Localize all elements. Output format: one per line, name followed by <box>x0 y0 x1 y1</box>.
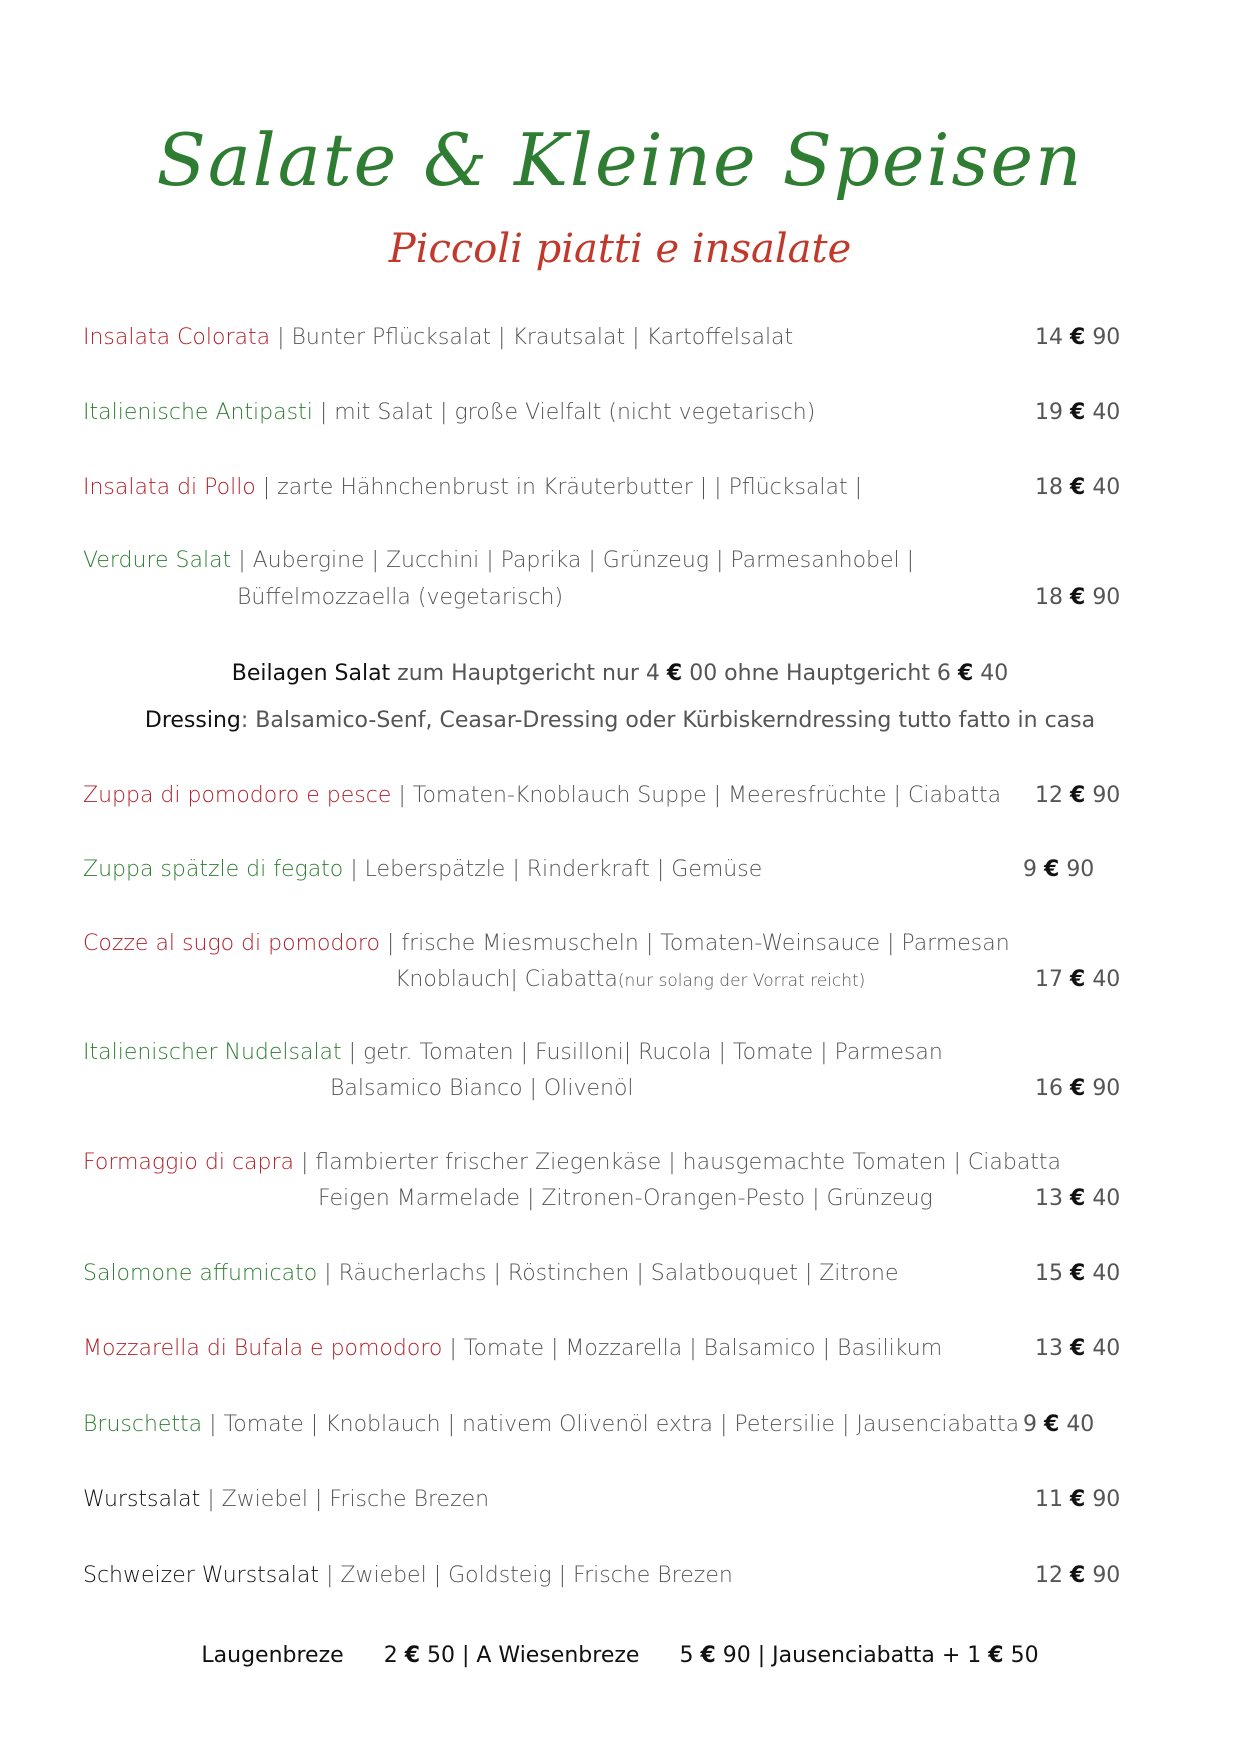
item-desc: | Leberspätzle | Rinderkraft | Gemüse <box>343 857 763 882</box>
item-name: Schweizer Wurstsalat <box>83 1563 319 1588</box>
item-price: 9 € 40 <box>1023 1412 1095 1437</box>
item-price: 15 € 40 <box>1035 1261 1121 1286</box>
item-desc: | Tomate | Knoblauch | nativem Olivenöl extra | Petersilie | Jausenciabatta <box>202 1412 1020 1437</box>
item-desc-line2: Feigen Marmelade | Zitronen-Orangen-Pesto | Grünzeug <box>318 1186 933 1211</box>
item-name: Italienischer Nudelsalat <box>83 1040 342 1065</box>
menu-item <box>83 1558 1113 1594</box>
item-price: 17 € 40 <box>1035 967 1121 992</box>
availability-note: (nur solang der Vorrat reicht) <box>617 971 866 991</box>
item-desc-line2: Knoblauch| Ciabatta(nur solang der Vorrat reicht) <box>395 967 866 992</box>
menu-item <box>83 395 1113 431</box>
item-desc: | Räucherlachs | Röstinchen | Salatbouquet | Zitrone <box>317 1261 899 1286</box>
beilagen-line: Beilagen Salat zum Hauptgericht nur 4 € 00 ohne Hauptgericht 6 € 40 <box>231 661 1009 686</box>
item-price: 11 € 90 <box>1035 1487 1121 1512</box>
footer-laugenbreze: Laugenbreze <box>201 1643 344 1668</box>
item-price: 9 € 90 <box>1023 857 1095 882</box>
item-price: 13 € 40 <box>1035 1186 1121 1211</box>
item-desc: | Tomaten-Knoblauch Suppe | Meeresfrüchte | Ciabatta <box>391 783 1002 808</box>
menu-item <box>83 1482 1113 1518</box>
menu-item <box>83 1407 1113 1443</box>
item-desc: | zarte Hähnchenbrust in Kräuterbutter | | Pflücksalat | <box>255 475 863 500</box>
item-price: 19 € 40 <box>1035 400 1121 425</box>
item-name: Salomone affumicato <box>83 1261 318 1286</box>
item-desc: | Tomate | Mozzarella | Balsamico | Basilikum <box>442 1336 943 1361</box>
item-price: 12 € 90 <box>1035 1563 1121 1588</box>
item-price: 18 € 40 <box>1035 475 1121 500</box>
item-name: Italienische Antipasti <box>83 400 313 425</box>
item-desc: | Bunter Pflücksalat | Krautsalat | Kartoffelsalat <box>270 325 794 350</box>
menu-item <box>83 926 1113 962</box>
item-name: Wurstsalat <box>83 1487 201 1512</box>
item-desc: | Aubergine | Zucchini | Paprika | Grünzeug | Parmesanhobel | <box>231 548 915 573</box>
item-name: Verdure Salat <box>83 548 232 573</box>
menu-item <box>83 1035 1113 1071</box>
menu-item <box>83 320 1113 356</box>
menu-item <box>83 1331 1113 1367</box>
item-name: Cozze al sugo di pomodoro <box>83 931 380 956</box>
item-desc: | getr. Tomaten | Fusilloni| Rucola | Tomate | Parmesan <box>341 1040 943 1065</box>
menu-item <box>83 470 1113 506</box>
item-name: Formaggio di capra <box>83 1150 295 1175</box>
item-name: Mozzarella di Bufala e pomodoro <box>83 1336 443 1361</box>
item-name: Zuppa di pomodoro e pesce <box>83 783 392 808</box>
menu-item <box>83 543 1113 579</box>
item-price: 14 € 90 <box>1035 325 1121 350</box>
page-title: Salate & Kleine Speisen <box>156 118 1084 202</box>
item-desc: | frische Miesmuscheln | Tomaten-Weinsauce | Parmesan <box>379 931 1010 956</box>
dressing-label: Dressing <box>144 708 241 733</box>
page-subtitle: Piccoli piatti e insalate <box>388 226 852 272</box>
item-name: Zuppa spätzle di fegato <box>83 857 344 882</box>
dressing-line: Dressing: Balsamico-Senf, Ceasar-Dressing oder Kürbiskerndressing tutto fatto in casa <box>144 708 1096 733</box>
item-desc: | Zwiebel | Goldsteig | Frische Brezen <box>318 1563 733 1588</box>
item-desc: | Zwiebel | Frische Brezen <box>200 1487 490 1512</box>
item-name: Insalata Colorata <box>83 325 271 350</box>
item-price: 18 € 90 <box>1035 585 1121 610</box>
bread-extras-line: Laugenbreze 2 € 50 | A Wiesenbreze 5 € 90 | Jausenciabatta + 1 € 50 <box>201 1643 1039 1668</box>
menu-item <box>83 778 1113 814</box>
item-name: Insalata di Pollo <box>83 475 256 500</box>
item-desc: | mit Salat | große Vielfalt (nicht vegetarisch) <box>312 400 816 425</box>
item-price: 16 € 90 <box>1035 1076 1121 1101</box>
beilagen-label: Beilagen Salat <box>231 661 391 686</box>
menu-item <box>83 1256 1113 1292</box>
item-desc: | flambierter frischer Ziegenkäse | hausgemachte Tomaten | Ciabatta <box>294 1150 1062 1175</box>
item-price: 12 € 90 <box>1035 783 1121 808</box>
item-price: 13 € 40 <box>1035 1336 1121 1361</box>
item-name: Bruschetta <box>83 1412 203 1437</box>
item-desc-line2: Balsamico Bianco | Olivenöl <box>330 1076 634 1101</box>
item-desc-line2: Büffelmozzaella (vegetarisch) <box>237 585 564 610</box>
menu-item <box>83 852 1113 888</box>
menu-item <box>83 1145 1113 1181</box>
